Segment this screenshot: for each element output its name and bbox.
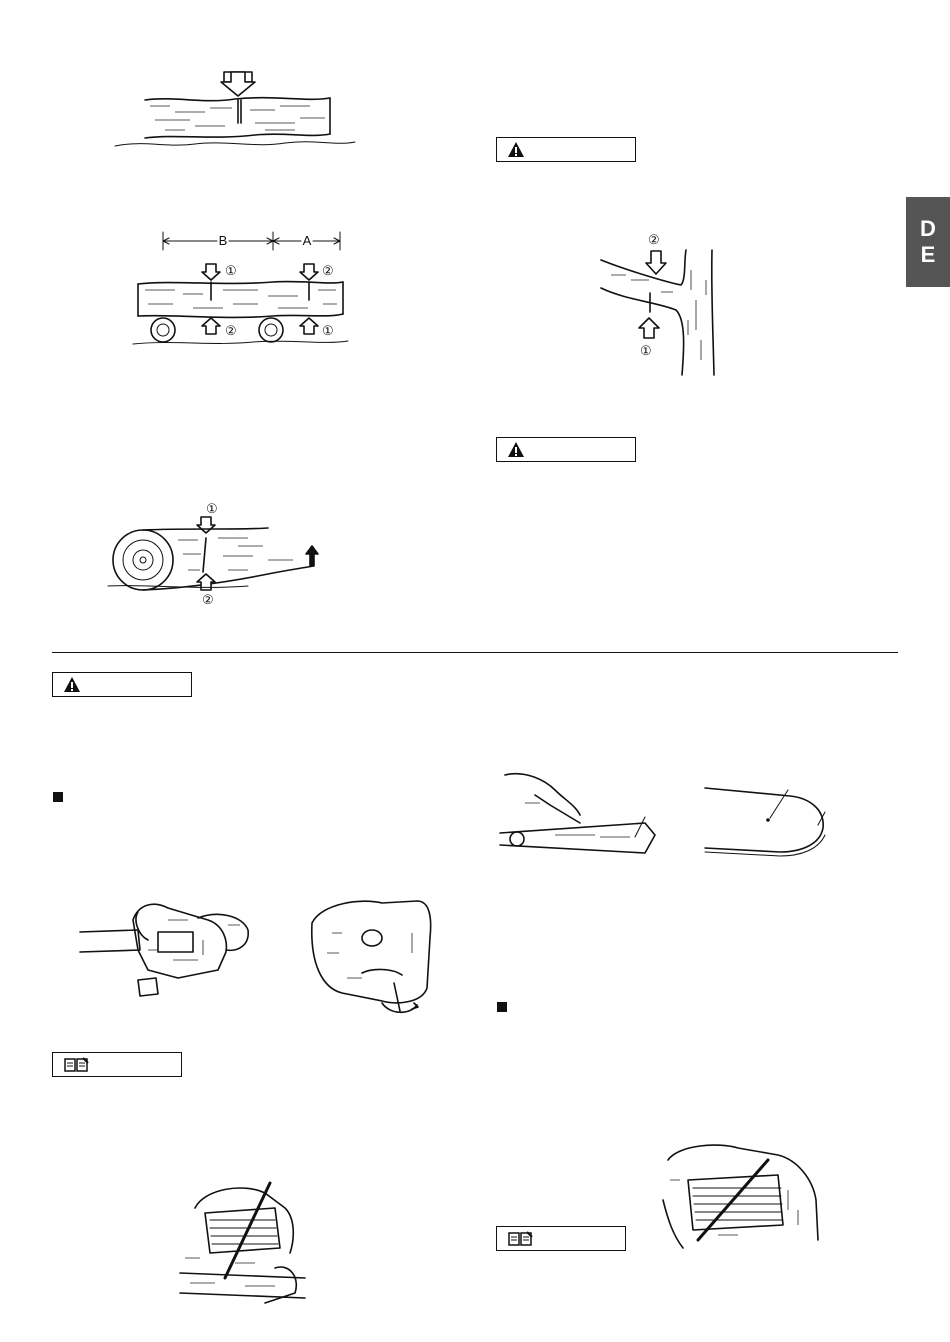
- warning-box-2: [496, 437, 636, 462]
- manual-book-icon: [63, 1056, 89, 1073]
- warning-triangle-icon: [63, 676, 81, 693]
- manual-book-icon: [507, 1230, 533, 1247]
- language-tab-letter-d: D: [920, 216, 936, 241]
- section-bullet-right: [497, 1002, 507, 1012]
- note-box-1: [52, 1052, 182, 1077]
- section-bullet-left: [53, 792, 63, 802]
- marker-bottom-right: ①: [322, 323, 334, 338]
- figure-guide-bar-cleaning: [495, 765, 665, 860]
- marker-bottom: ②: [202, 592, 214, 607]
- warning-triangle-icon: [507, 441, 525, 458]
- note-box-2: [496, 1226, 626, 1251]
- warning-triangle-icon: [507, 141, 525, 158]
- figure-filter-cover: [302, 893, 437, 1018]
- marker-bottom-left: ②: [225, 323, 237, 338]
- figure-log-supported-ab: [133, 228, 348, 353]
- marker-top: ①: [206, 501, 218, 516]
- figure-engine-cylinder: [658, 1140, 823, 1250]
- dimension-label-b: B: [218, 233, 228, 248]
- language-tab-letter-e: E: [920, 242, 936, 267]
- figure-branch-tension: [596, 230, 741, 380]
- branch-marker-top: ②: [648, 232, 660, 247]
- figure-engine-spark-plug: [175, 1168, 310, 1308]
- figure-guide-bar-outline: [700, 780, 840, 865]
- marker-top-right: ②: [322, 263, 334, 278]
- figure-log-ground-tension: [108, 500, 328, 608]
- marker-top-left: ①: [225, 263, 237, 278]
- branch-marker-bottom: ①: [640, 343, 652, 358]
- figure-log-top-cut: [115, 68, 355, 158]
- section-divider: [52, 652, 898, 653]
- warning-box-1: [496, 137, 636, 162]
- language-tab: [906, 197, 950, 287]
- figure-chainsaw-air-filter: [78, 890, 253, 1005]
- warning-box-3: [52, 672, 192, 697]
- dimension-label-a: A: [302, 233, 312, 248]
